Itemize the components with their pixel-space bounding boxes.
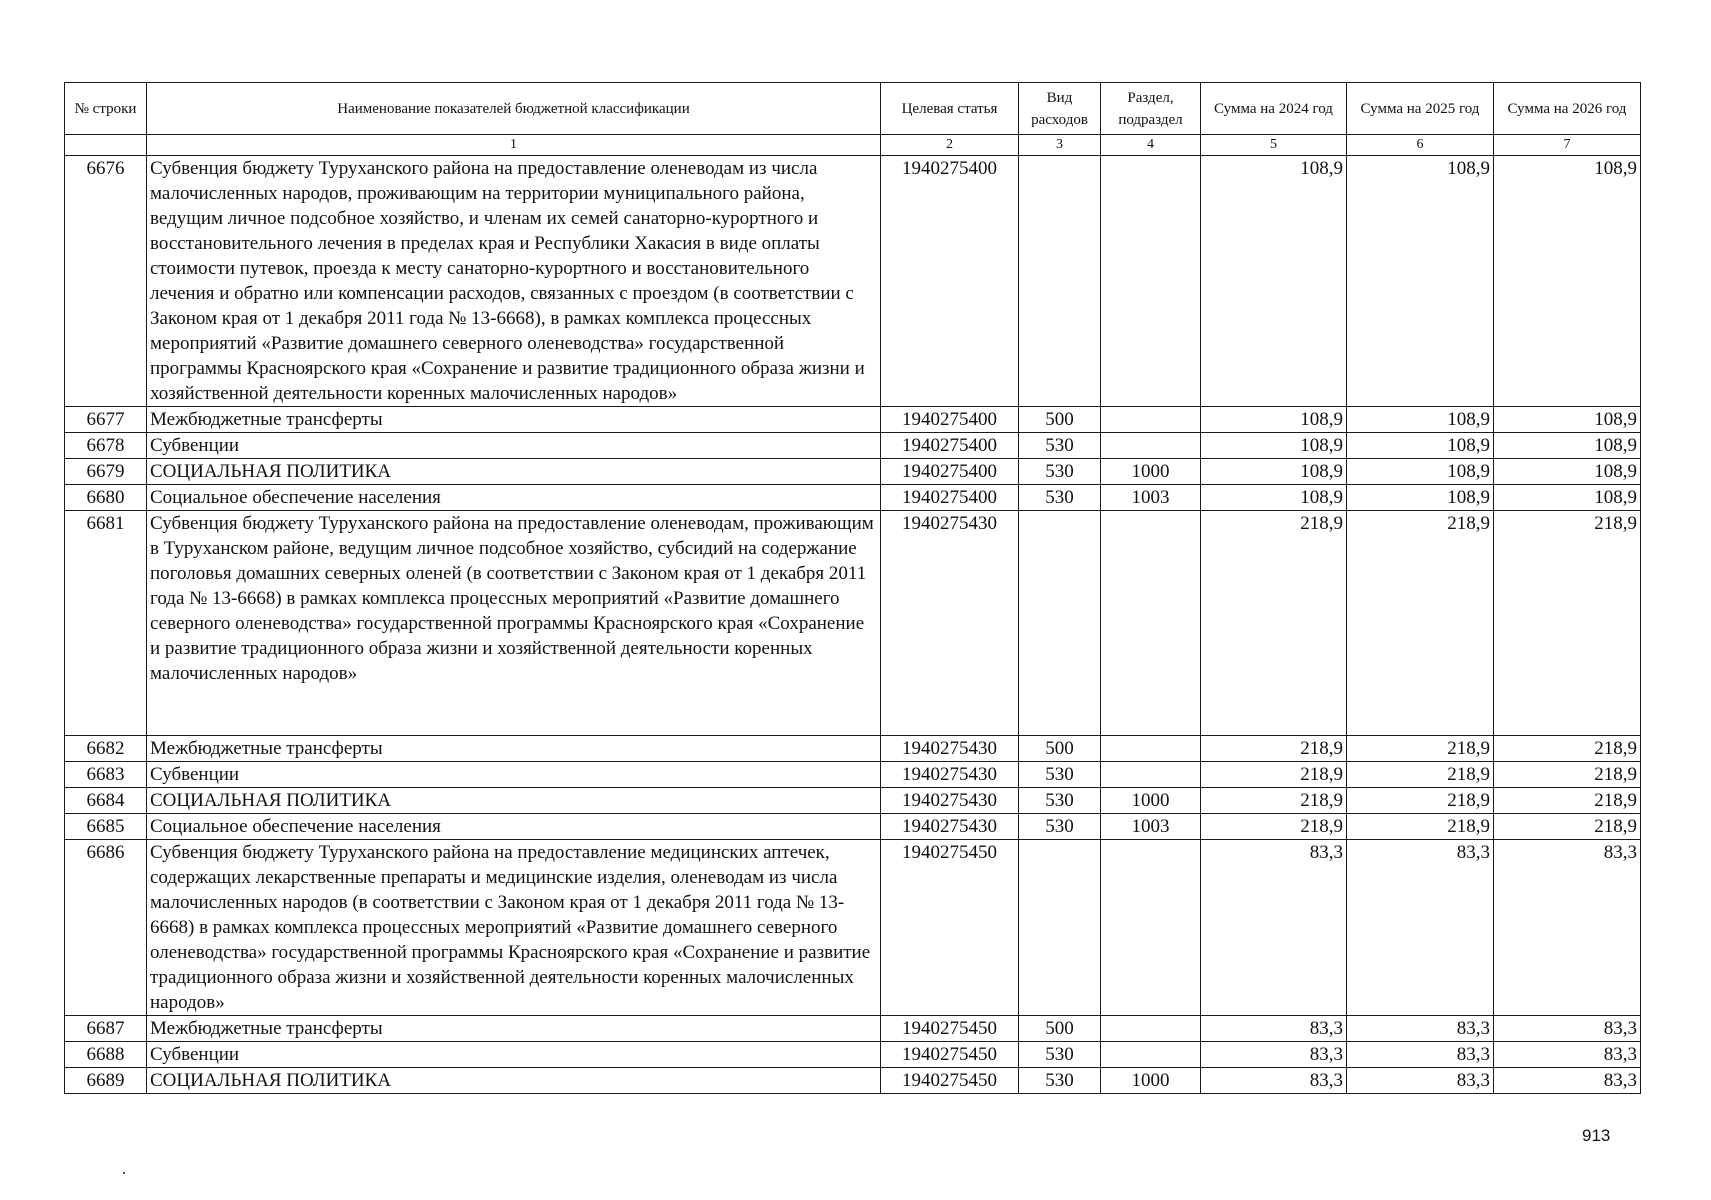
- table-row: [65, 1068, 1641, 1094]
- sum-2024-cell: 108,9: [1201, 459, 1347, 485]
- row-name-cell: Межбюджетные трансферты: [147, 736, 881, 762]
- header-sum-2024: Сумма на 2024 год: [1201, 83, 1347, 135]
- row-number-cell: 6680: [65, 485, 147, 511]
- row-name-cell: Субвенция бюджету Туруханского района на предоставление оленеводам, проживающим в Туруханском районе, ведущим личное подсобное хозяйство, субсидий на содержание поголовья домашних северных оленей (в соответствии с Законом края от 1 декабря 2011 года № 13-6668) в рамках комплекса процессных мероприятий «Развитие домашнего северного оленеводства» государственной программы Красноярского края «Сохранение и развитие традиционного образа жизни и хозяйственной деятельности коренных малочисленных народов»: [147, 511, 881, 736]
- section-cell: 1003: [1101, 485, 1201, 511]
- row-name-cell: Социальное обеспечение населения: [147, 485, 881, 511]
- sum-2025-cell: 83,3: [1347, 1068, 1494, 1094]
- row-number-cell: 6677: [65, 407, 147, 433]
- target-article-cell: 1940275400: [881, 485, 1019, 511]
- sum-2025-cell: 108,9: [1347, 407, 1494, 433]
- row-name-cell: Субвенции: [147, 1042, 881, 1068]
- table-row: [65, 1016, 1641, 1042]
- section-cell: [1101, 762, 1201, 788]
- section-cell: [1101, 736, 1201, 762]
- row-name-cell: СОЦИАЛЬНАЯ ПОЛИТИКА: [147, 788, 881, 814]
- expense-type-cell: 530: [1019, 485, 1101, 511]
- sum-2025-cell: 83,3: [1347, 840, 1494, 1016]
- section-cell: 1000: [1101, 459, 1201, 485]
- header-sum-2026: Сумма на 2026 год: [1494, 83, 1641, 135]
- sum-2025-cell: 218,9: [1347, 511, 1494, 736]
- row-name-cell: Субвенции: [147, 433, 881, 459]
- target-article-cell: 1940275430: [881, 762, 1019, 788]
- row-name-cell: Межбюджетные трансферты: [147, 1016, 881, 1042]
- row-number-cell: 6689: [65, 1068, 147, 1094]
- column-number: 4: [1101, 135, 1201, 156]
- section-cell: [1101, 1042, 1201, 1068]
- table-row: [65, 407, 1641, 433]
- target-article-cell: 1940275430: [881, 736, 1019, 762]
- sum-2026-cell: 83,3: [1494, 840, 1641, 1016]
- sum-2026-cell: 83,3: [1494, 1068, 1641, 1094]
- row-number-cell: 6679: [65, 459, 147, 485]
- target-article-cell: 1940275400: [881, 156, 1019, 407]
- expense-type-cell: 530: [1019, 433, 1101, 459]
- sum-2025-cell: 108,9: [1347, 156, 1494, 407]
- section-cell: [1101, 156, 1201, 407]
- table-row: [65, 762, 1641, 788]
- row-number-cell: 6682: [65, 736, 147, 762]
- column-number: 5: [1201, 135, 1347, 156]
- target-article-cell: 1940275430: [881, 814, 1019, 840]
- row-name-cell: Межбюджетные трансферты: [147, 407, 881, 433]
- sum-2024-cell: 108,9: [1201, 407, 1347, 433]
- column-number: 2: [881, 135, 1019, 156]
- expense-type-cell: 500: [1019, 736, 1101, 762]
- section-cell: [1101, 840, 1201, 1016]
- row-number-cell: 6683: [65, 762, 147, 788]
- sum-2026-cell: 108,9: [1494, 485, 1641, 511]
- page-number: 913: [1582, 1126, 1611, 1145]
- sum-2025-cell: 108,9: [1347, 485, 1494, 511]
- sum-2024-cell: 218,9: [1201, 762, 1347, 788]
- row-number-cell: 6688: [65, 1042, 147, 1068]
- header-target: Целевая статья: [881, 83, 1019, 135]
- row-number-cell: 6684: [65, 788, 147, 814]
- header-name: Наименование показателей бюджетной классификации: [147, 83, 881, 135]
- table-row: [65, 840, 1641, 1016]
- sum-2025-cell: 218,9: [1347, 736, 1494, 762]
- section-cell: 1000: [1101, 788, 1201, 814]
- sum-2026-cell: 108,9: [1494, 407, 1641, 433]
- expense-type-cell: [1019, 156, 1101, 407]
- section-cell: [1101, 1016, 1201, 1042]
- budget-table: [64, 82, 1641, 1094]
- header-sum-2025: Сумма на 2025 год: [1347, 83, 1494, 135]
- table-header: [65, 83, 1641, 156]
- header-row-no: № строки: [65, 83, 147, 135]
- sum-2024-cell: 108,9: [1201, 485, 1347, 511]
- expense-type-cell: 530: [1019, 1042, 1101, 1068]
- column-number: 6: [1347, 135, 1494, 156]
- sum-2026-cell: 83,3: [1494, 1016, 1641, 1042]
- section-cell: [1101, 511, 1201, 736]
- sum-2025-cell: 108,9: [1347, 433, 1494, 459]
- sum-2024-cell: 218,9: [1201, 511, 1347, 736]
- target-article-cell: 1940275450: [881, 1042, 1019, 1068]
- target-article-cell: 1940275450: [881, 1016, 1019, 1042]
- column-number: [65, 135, 147, 156]
- row-name-cell: Социальное обеспечение населения: [147, 814, 881, 840]
- sum-2024-cell: 83,3: [1201, 1068, 1347, 1094]
- expense-type-cell: 530: [1019, 788, 1101, 814]
- table-row: [65, 788, 1641, 814]
- sum-2026-cell: 218,9: [1494, 511, 1641, 736]
- row-name-cell: Субвенции: [147, 762, 881, 788]
- row-name-cell: Субвенция бюджету Туруханского района на предоставление медицинских аптечек, содержащих лекарственные препараты и медицинские изделия, оленеводам из числа малочисленных народов (в соответствии с Законом края от 1 декабря 2011 года № 13-6668) в рамках комплекса процессных мероприятий «Развитие домашнего северного оленеводства» государственной программы Красноярского края «Сохранение и развитие традиционного образа жизни и хозяйственной деятельности коренных малочисленных народов»: [147, 840, 881, 1016]
- column-numbers-row: [65, 135, 1641, 156]
- row-number-cell: 6687: [65, 1016, 147, 1042]
- row-number-cell: 6686: [65, 840, 147, 1016]
- sum-2025-cell: 108,9: [1347, 459, 1494, 485]
- target-article-cell: 1940275430: [881, 511, 1019, 736]
- sum-2026-cell: 108,9: [1494, 156, 1641, 407]
- sum-2025-cell: 83,3: [1347, 1042, 1494, 1068]
- header-vid: Вид расходов: [1019, 83, 1101, 135]
- row-number-cell: 6681: [65, 511, 147, 736]
- table-row: [65, 459, 1641, 485]
- sum-2026-cell: 218,9: [1494, 814, 1641, 840]
- target-article-cell: 1940275450: [881, 840, 1019, 1016]
- scan-speck: [123, 1172, 125, 1174]
- row-name-cell: СОЦИАЛЬНАЯ ПОЛИТИКА: [147, 1068, 881, 1094]
- header-razdel: Раздел, подраздел: [1101, 83, 1201, 135]
- section-cell: [1101, 407, 1201, 433]
- sum-2026-cell: 83,3: [1494, 1042, 1641, 1068]
- expense-type-cell: [1019, 511, 1101, 736]
- sum-2026-cell: 218,9: [1494, 762, 1641, 788]
- sum-2026-cell: 218,9: [1494, 736, 1641, 762]
- table-row: [65, 485, 1641, 511]
- column-number: 1: [147, 135, 881, 156]
- column-number: 3: [1019, 135, 1101, 156]
- table-row: [65, 433, 1641, 459]
- sum-2024-cell: 218,9: [1201, 736, 1347, 762]
- sum-2024-cell: 108,9: [1201, 433, 1347, 459]
- expense-type-cell: 530: [1019, 1068, 1101, 1094]
- table-row: [65, 511, 1641, 736]
- table-row: [65, 156, 1641, 407]
- sum-2025-cell: 218,9: [1347, 762, 1494, 788]
- table-row: [65, 736, 1641, 762]
- target-article-cell: 1940275400: [881, 459, 1019, 485]
- sum-2024-cell: 83,3: [1201, 1016, 1347, 1042]
- sum-2025-cell: 218,9: [1347, 814, 1494, 840]
- sum-2026-cell: 108,9: [1494, 433, 1641, 459]
- section-cell: [1101, 433, 1201, 459]
- sum-2025-cell: 83,3: [1347, 1016, 1494, 1042]
- expense-type-cell: [1019, 840, 1101, 1016]
- table-row: [65, 814, 1641, 840]
- row-number-cell: 6676: [65, 156, 147, 407]
- expense-type-cell: 500: [1019, 1016, 1101, 1042]
- sum-2026-cell: 108,9: [1494, 459, 1641, 485]
- row-number-cell: 6685: [65, 814, 147, 840]
- sum-2025-cell: 218,9: [1347, 788, 1494, 814]
- sum-2024-cell: 83,3: [1201, 1042, 1347, 1068]
- expense-type-cell: 530: [1019, 762, 1101, 788]
- expense-type-cell: 530: [1019, 814, 1101, 840]
- expense-type-cell: 500: [1019, 407, 1101, 433]
- sum-2024-cell: 218,9: [1201, 814, 1347, 840]
- row-name-cell: Субвенция бюджету Туруханского района на предоставление оленеводам из числа малочисленных народов, проживающим на территории муниципального района, ведущим личное подсобное хозяйство, и членам их семей санаторно-курортного и восстановительного лечения в пределах края и Республики Хакасия в виде оплаты стоимости путевок, проезда к месту санаторно-курортного и восстановительного лечения и обратно или компенсации расходов, связанных с проездом (в соответствии с Законом края от 1 декабря 2011 года № 13-6668), в рамках комплекса процессных мероприятий «Развитие домашнего северного оленеводства» государственной программы Красноярского края «Сохранение и развитие традиционного образа жизни и хозяйственной деятельности коренных малочисленных народов»: [147, 156, 881, 407]
- target-article-cell: 1940275400: [881, 433, 1019, 459]
- sum-2024-cell: 83,3: [1201, 840, 1347, 1016]
- section-cell: 1000: [1101, 1068, 1201, 1094]
- row-name-cell: СОЦИАЛЬНАЯ ПОЛИТИКА: [147, 459, 881, 485]
- sum-2024-cell: 108,9: [1201, 156, 1347, 407]
- column-number: 7: [1494, 135, 1641, 156]
- row-number-cell: 6678: [65, 433, 147, 459]
- table-body: [65, 156, 1641, 1094]
- sum-2026-cell: 218,9: [1494, 788, 1641, 814]
- section-cell: 1003: [1101, 814, 1201, 840]
- table-row: [65, 1042, 1641, 1068]
- target-article-cell: 1940275430: [881, 788, 1019, 814]
- expense-type-cell: 530: [1019, 459, 1101, 485]
- target-article-cell: 1940275450: [881, 1068, 1019, 1094]
- sum-2024-cell: 218,9: [1201, 788, 1347, 814]
- target-article-cell: 1940275400: [881, 407, 1019, 433]
